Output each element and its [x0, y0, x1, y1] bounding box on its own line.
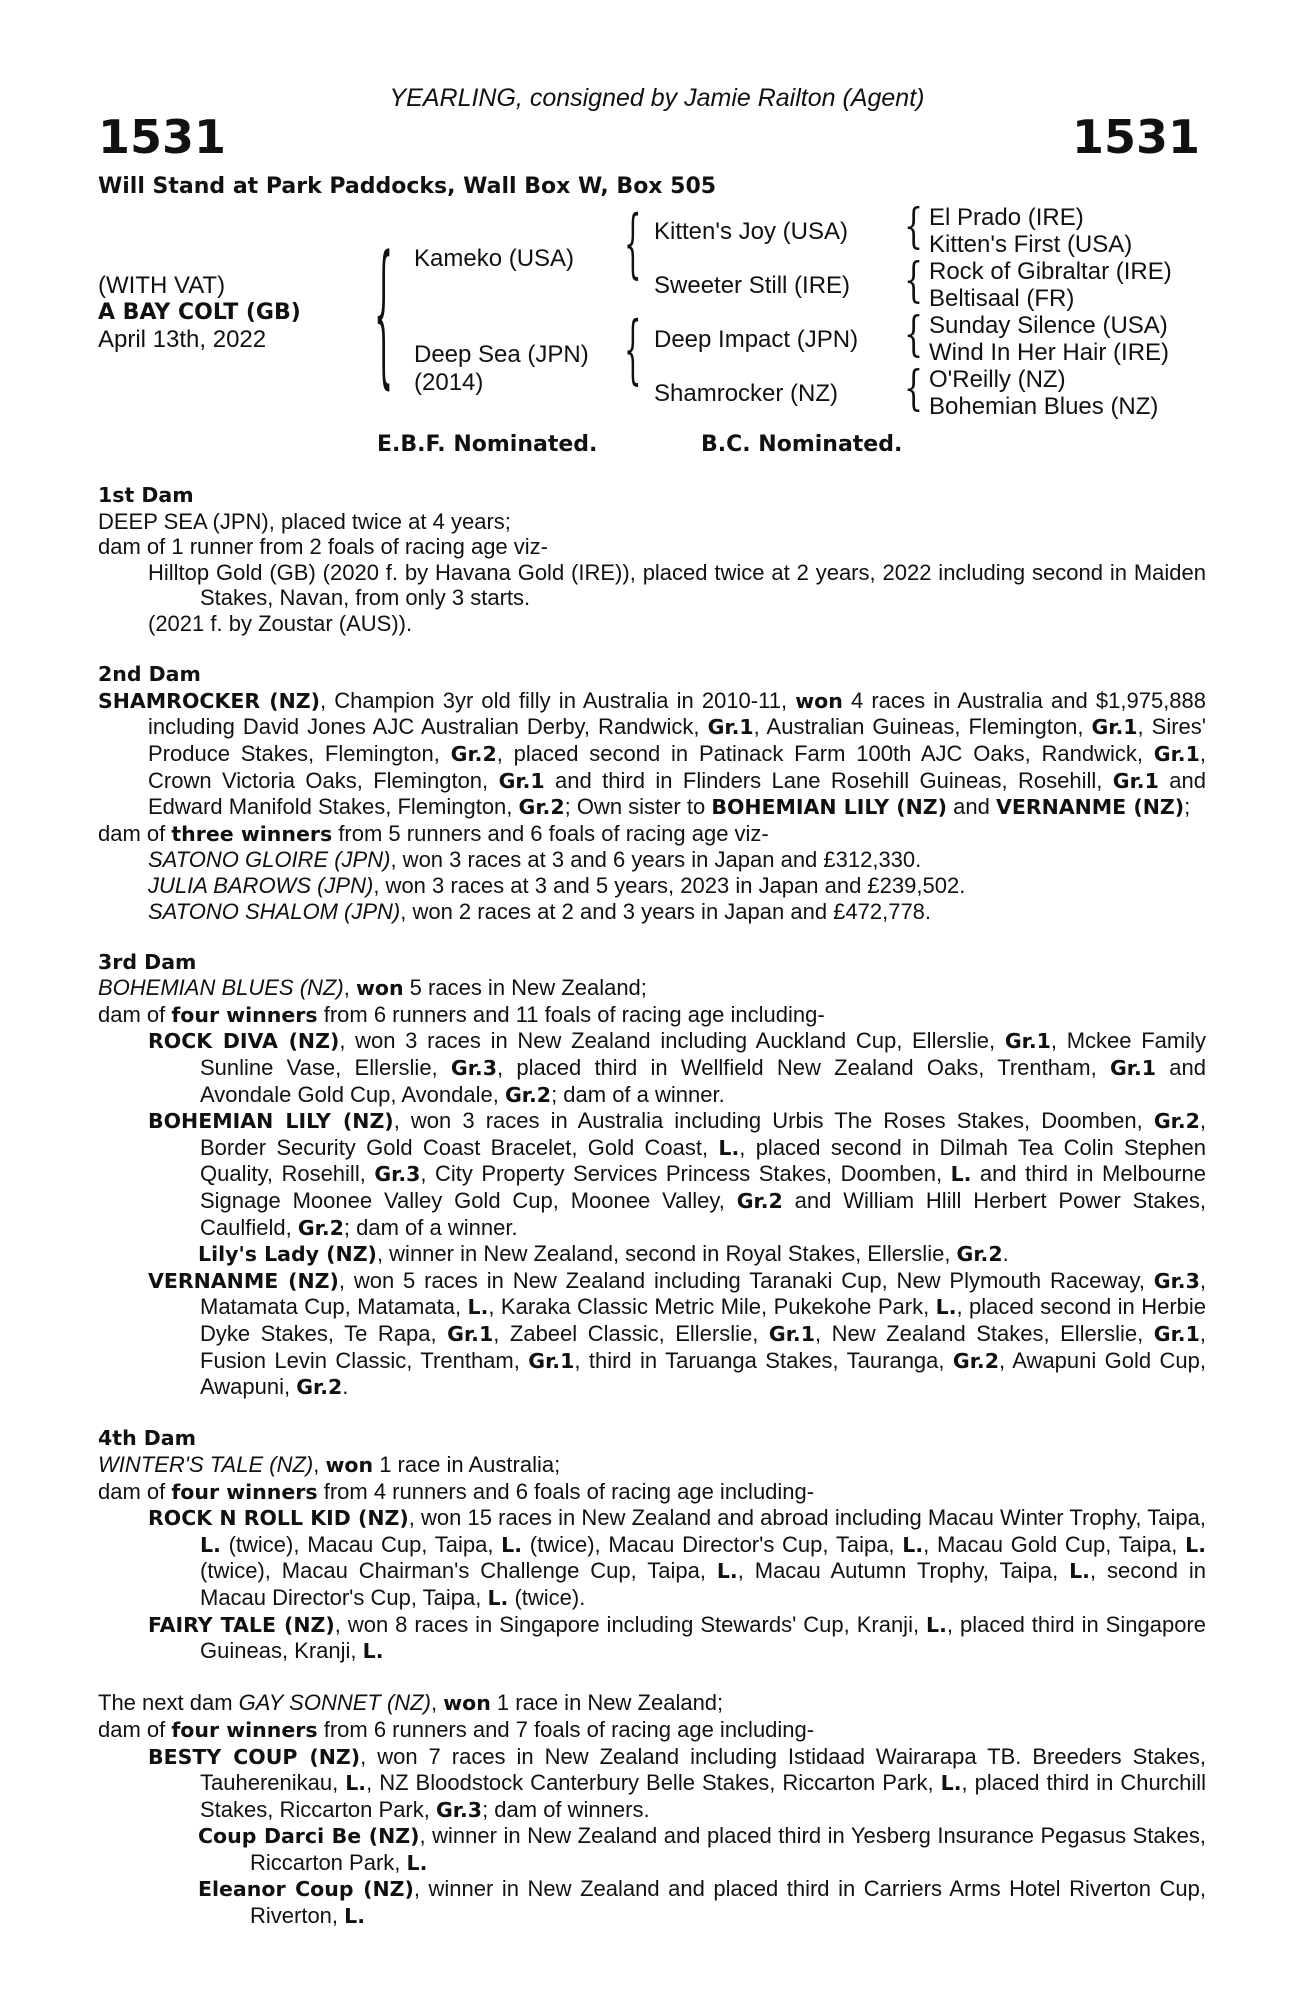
bold-text: won	[795, 688, 843, 713]
bold-text: Gr.2	[952, 1348, 999, 1373]
bold-text: L.	[487, 1585, 509, 1610]
text-run: 1 race in Australia;	[373, 1451, 561, 1477]
bold-text: L.	[718, 1135, 740, 1160]
text-run: The next dam	[98, 1690, 239, 1716]
text-run: .	[1002, 1241, 1009, 1267]
text-run: ,	[430, 1690, 444, 1716]
text-run: DEEP SEA (JPN), placed twice at 4 years;	[98, 508, 511, 534]
text-run: 5 races in New Zealand;	[403, 975, 647, 1001]
bold-text: L.	[940, 1771, 962, 1796]
bold-text: ROCK N ROLL KID (NZ)	[148, 1506, 409, 1531]
dam-entry	[98, 1452, 1206, 1479]
text-run: .	[342, 1374, 349, 1400]
pedigree-g3-8: Bohemian Blues (NZ)	[929, 393, 1159, 420]
bold-text: four winners	[171, 1479, 318, 1504]
italic-text: WINTER'S TALE (NZ)	[98, 1451, 314, 1477]
text-run: and third in Flinders Lane Rosehill Guineas, Rosehill,	[544, 767, 1113, 793]
text-run: , Mckee Family Sunline Vase, Ellerslie,	[200, 1028, 1206, 1081]
text-run: ; Own sister to	[564, 794, 712, 820]
bold-text: L.	[362, 1639, 384, 1664]
ebf-nomination: E.B.F. Nominated.	[377, 432, 598, 457]
dam-section	[98, 950, 1206, 1401]
bold-text: Gr.2	[504, 1082, 552, 1107]
pedigree-g3-5: Sunday Silence (USA)	[929, 312, 1168, 339]
bold-text: L.	[926, 1612, 947, 1637]
text-run: from 6 runners and 7 foals of racing age including-	[317, 1716, 815, 1742]
bold-text: Gr.1	[1004, 1029, 1051, 1054]
text-run: , placed third in Churchill Stakes, Riccarton Park,	[200, 1770, 1206, 1822]
text-run: , New Zealand Stakes, Ellerslie,	[814, 1321, 1154, 1346]
bold-text: Eleanor Coup (NZ)	[198, 1877, 414, 1902]
produce-entry	[98, 1108, 1206, 1241]
text-run: , City Property Services Princess Stakes, Doomben,	[420, 1161, 951, 1187]
text-run: , Border Security Gold Coast Bracelet, Gold Coast,	[200, 1108, 1207, 1160]
text-run: from 4 runners and 6 foals of racing age including-	[317, 1478, 815, 1504]
brace-sire-dam: {	[374, 223, 394, 404]
bold-text: VERNANME (NZ)	[995, 795, 1185, 820]
bold-text: Gr.3	[374, 1162, 421, 1187]
bold-text: Lily's Lady (NZ)	[198, 1242, 377, 1267]
bold-text: SHAMROCKER (NZ)	[98, 688, 321, 713]
text-run: and William Hlill Herbert Power Stakes, Caulfield,	[200, 1188, 1206, 1240]
text-run: , placed second in Dilmah Tea Colin Stephen Quality, Rosehill,	[200, 1134, 1207, 1187]
bold-text: Gr.3	[435, 1797, 483, 1822]
text-run: (twice).	[508, 1584, 586, 1610]
text-run: , won 3 races in New Zealand including Auckland Cup, Ellerslie,	[339, 1028, 1005, 1054]
text-run: dam of	[98, 1478, 172, 1504]
bold-text: Gr.1	[1153, 741, 1200, 766]
bold-text: BOHEMIAN LILY (NZ)	[711, 795, 948, 820]
pedigree-g3-4: Beltisaal (FR)	[929, 285, 1075, 312]
bold-text: Gr.2	[736, 1189, 783, 1214]
catalogue-page-body	[98, 483, 1206, 1955]
bc-nomination: B.C. Nominated.	[701, 432, 903, 457]
text-run: ; dam of a winner.	[343, 1214, 518, 1240]
bold-text: Gr.1	[707, 715, 754, 740]
text-run: and Edward Manifold Stakes, Flemington,	[148, 767, 1206, 820]
bold-text: Gr.2	[296, 1375, 343, 1400]
bold-text: L.	[935, 1295, 957, 1320]
bold-text: Gr.1	[447, 1322, 494, 1346]
pedigree-sire-dam: Sweeter Still (IRE)	[654, 272, 851, 299]
text-run: , won 3 races in Australia including Urbis The Roses Stakes, Doomben,	[393, 1108, 1154, 1134]
bold-text: L.	[950, 1162, 972, 1187]
bold-text: won	[325, 1452, 374, 1477]
text-run: , Matamata Cup, Matamata,	[200, 1267, 1206, 1320]
bold-text: BESTY COUP (NZ)	[148, 1744, 361, 1769]
bold-text: Gr.2	[1153, 1109, 1200, 1134]
dam-entry	[98, 1717, 1206, 1744]
pedigree-g3-1: El Prado (IRE)	[929, 204, 1084, 231]
text-run: dam of	[98, 1716, 172, 1742]
pedigree-g3-6: Wind In Her Hair (IRE)	[929, 339, 1170, 366]
text-run: , placed second in Herbie Dyke Stakes, Te Rapa,	[200, 1294, 1207, 1346]
text-run: ; dam of a winner.	[551, 1081, 725, 1107]
dam-entry	[98, 534, 1206, 560]
text-run: ; dam of winners.	[482, 1796, 650, 1822]
text-run: , won 7 races in New Zealand including Istidaad Wairarapa TB. Breeders Stakes, Tauherenikau,	[200, 1743, 1206, 1796]
pedigree-g3-2: Kitten's First (USA)	[929, 231, 1133, 258]
text-run: , winner in New Zealand and placed third in Carriers Arms Hotel Riverton Cup, Riverton,	[250, 1876, 1206, 1929]
horse-name: A BAY COLT (GB)	[98, 300, 301, 325]
produce-entry	[98, 1241, 1206, 1268]
bold-text: BOHEMIAN LILY (NZ)	[148, 1109, 394, 1134]
dam-section	[98, 1426, 1206, 1664]
brace-g3-2: {	[904, 252, 924, 308]
text-run: , second in Macau Director's Cup, Taipa,	[200, 1558, 1206, 1610]
bold-text: L.	[406, 1850, 428, 1875]
dam-entry	[98, 1002, 1206, 1029]
bold-text: four winners	[171, 1002, 318, 1027]
text-run: , won 2 races at 2 and 3 years in Japan and £472,778.	[400, 898, 932, 924]
produce-entry	[98, 1028, 1206, 1108]
bold-text: L.	[345, 1771, 367, 1796]
lot-number-left: 1531	[98, 110, 227, 164]
produce-entry	[98, 1505, 1206, 1611]
text-run: (twice), Macau Director's Cup, Taipa,	[522, 1531, 903, 1557]
text-run: from 6 runners and 11 foals of racing age including-	[317, 1001, 825, 1027]
brace-g3-3: {	[904, 306, 924, 362]
bold-text: Gr.1	[498, 768, 545, 793]
produce-entry	[98, 611, 1206, 637]
brace-g3-4: {	[904, 360, 924, 416]
dam-section	[98, 483, 1206, 637]
text-run: dam of	[98, 820, 172, 846]
produce-entry	[98, 560, 1206, 611]
text-run: , Crown Victoria Oaks, Flemington,	[148, 740, 1206, 793]
bold-text: L.	[1185, 1532, 1206, 1557]
text-run: , won 15 races in New Zealand and abroad including Macau Winter Trophy, Taipa,	[408, 1505, 1206, 1531]
text-run: , won 3 races at 3 and 6 years in Japan and £312,330.	[390, 847, 922, 873]
pedigree-g3-3: Rock of Gibraltar (IRE)	[929, 258, 1172, 285]
bold-text: Gr.3	[1153, 1268, 1200, 1293]
pedigree-dam: Deep Sea (JPN)	[414, 341, 589, 368]
bold-text: VERNANME (NZ)	[148, 1268, 339, 1293]
bold-text: L.	[344, 1904, 366, 1929]
bold-text: Gr.1	[1112, 768, 1159, 793]
produce-entry	[98, 1823, 1206, 1876]
dam-entry	[98, 509, 1206, 535]
bold-text: Gr.1	[1153, 1322, 1200, 1346]
bold-text: Gr.2	[518, 795, 565, 820]
bold-text: FAIRY TALE (NZ)	[148, 1612, 335, 1637]
bold-text: three winners	[171, 821, 333, 846]
text-run: , Awapuni Gold Cup, Awapuni,	[200, 1347, 1206, 1400]
text-run: and third in Melbourne Signage Moonee Valley Gold Cup, Moonee Valley,	[200, 1161, 1206, 1214]
bold-text: L.	[467, 1295, 489, 1320]
dam-entry	[98, 688, 1206, 821]
text-run: 4 races in Australia and $1,975,888 including David Jones AJC Australian Derby, Randwick,	[148, 687, 1206, 740]
foaling-date: April 13th, 2022	[98, 326, 267, 353]
italic-text: SATONO GLOIRE (JPN)	[148, 847, 391, 873]
text-run: , Fusion Levin Classic, Trentham,	[200, 1321, 1206, 1373]
bold-text: four winners	[171, 1717, 318, 1742]
pedigree-sire-sire: Kitten's Joy (USA)	[654, 218, 848, 245]
text-run: (2021 f. by Zoustar (AUS)).	[148, 610, 413, 636]
text-run: and	[947, 794, 996, 820]
brace-g3-1: {	[904, 198, 924, 254]
italic-text: BOHEMIAN BLUES (NZ)	[98, 975, 344, 1001]
dam-entry	[98, 821, 1206, 848]
bold-text: L.	[716, 1559, 738, 1584]
lot-number-right: 1531	[1071, 110, 1200, 164]
brace-dam-parents: {	[624, 306, 642, 393]
bold-text: Gr.1	[768, 1322, 815, 1346]
pedigree-g3-7: O'Reilly (NZ)	[929, 366, 1066, 393]
text-run: , won 3 races at 3 and 5 years, 2023 in Japan and £239,502.	[373, 872, 966, 898]
brace-sire-parents: {	[624, 200, 642, 287]
text-run: (twice), Macau Cup, Taipa,	[220, 1531, 502, 1557]
bold-text: Gr.1	[1109, 1056, 1157, 1081]
bold-text: L.	[902, 1532, 924, 1557]
text-run: , winner in New Zealand and placed third in Yesberg Insurance Pegasus Stakes, Riccarton Park,	[250, 1823, 1206, 1875]
text-run: , Macau Autumn Trophy, Taipa,	[737, 1558, 1070, 1584]
dam-heading: 3rd Dam	[98, 949, 197, 974]
text-run: , Zabeel Classic, Ellerslie,	[493, 1321, 769, 1346]
bold-text: Gr.2	[956, 1242, 1003, 1267]
dam-section	[98, 1690, 1206, 1929]
bold-text: won	[355, 976, 404, 1001]
text-run: dam of 1 runner from 2 foals of racing age viz-	[98, 534, 548, 560]
pedigree-sire: Kameko (USA)	[414, 245, 575, 272]
vat-note: (WITH VAT)	[98, 272, 226, 299]
text-run: , Champion 3yr old filly in Australia in 2010-11,	[320, 687, 796, 713]
produce-entry	[98, 899, 1206, 925]
text-run: from 5 runners and 6 foals of racing age viz-	[332, 820, 769, 846]
bold-text: Gr.1	[1091, 715, 1138, 740]
text-run: , third in Taruanga Stakes, Tauranga,	[574, 1347, 953, 1373]
text-run: ;	[1184, 794, 1191, 820]
dam-heading: 1st Dam	[98, 483, 194, 507]
text-run: dam of	[98, 1001, 172, 1027]
pedigree-dam-dam: Shamrocker (NZ)	[654, 380, 839, 407]
bold-text: ROCK DIVA (NZ)	[148, 1029, 340, 1054]
text-run: , winner in New Zealand, second in Royal Stakes, Ellerslie,	[376, 1241, 957, 1267]
bold-text: Gr.2	[297, 1215, 344, 1240]
bold-text: Gr.3	[450, 1056, 497, 1081]
bold-text: Gr.1	[528, 1348, 575, 1373]
produce-entry	[98, 1876, 1206, 1929]
text-run: , Karaka Classic Metric Mile, Pukekohe Park,	[488, 1294, 936, 1320]
text-run: , Sires' Produce Stakes, Flemington,	[148, 714, 1206, 766]
text-run: ,	[313, 1451, 326, 1477]
dam-heading: 4th Dam	[98, 1426, 197, 1451]
produce-entry	[98, 1612, 1206, 1665]
pedigree-dam-year: (2014)	[414, 369, 484, 396]
produce-entry	[98, 1744, 1206, 1824]
text-run: Hilltop Gold (GB) (2020 f. by Havana Gold (IRE)), placed twice at 2 years, 2022 including second in Maiden Stakes, Navan, from only 3 starts.	[148, 559, 1206, 611]
bold-text: L.	[501, 1532, 523, 1557]
bold-text: L.	[1069, 1559, 1090, 1584]
text-run: , placed second in Patinack Farm 100th AJC Oaks, Randwick,	[496, 740, 1154, 766]
produce-entry	[98, 873, 1206, 899]
text-run: , Macau Gold Cup, Taipa,	[923, 1531, 1186, 1557]
dam-entry	[98, 1479, 1206, 1506]
text-run: (twice), Macau Chairman's Challenge Cup, Taipa,	[200, 1558, 717, 1584]
bold-text: L.	[200, 1532, 221, 1557]
text-run: ,	[343, 975, 356, 1001]
text-run: and Avondale Gold Cup, Avondale,	[200, 1055, 1206, 1107]
italic-text: JULIA BAROWS (JPN)	[148, 872, 374, 898]
text-run: , Australian Guineas, Flemington,	[753, 714, 1092, 740]
bold-text: Coup Darci Be (NZ)	[198, 1824, 420, 1849]
text-run: , placed third in Wellfield New Zealand Oaks, Trentham,	[497, 1055, 1110, 1081]
pedigree-dam-sire: Deep Impact (JPN)	[654, 326, 859, 353]
dam-entry	[98, 1690, 1206, 1717]
bold-text: Gr.2	[450, 741, 497, 766]
text-run: 1 race in New Zealand;	[490, 1690, 724, 1716]
bold-text: won	[443, 1691, 491, 1716]
dam-heading: 2nd Dam	[98, 662, 201, 687]
text-run: , NZ Bloodstock Canterbury Belle Stakes, Riccarton Park,	[366, 1770, 941, 1796]
produce-entry	[98, 847, 1206, 873]
dam-entry	[98, 975, 1206, 1002]
dam-section	[98, 662, 1206, 924]
italic-text: SATONO SHALOM (JPN)	[148, 898, 401, 924]
stand-location: Will Stand at Park Paddocks, Wall Box W, Box 505	[98, 174, 717, 199]
text-run: , won 8 races in Singapore including Stewards' Cup, Kranji,	[334, 1611, 927, 1637]
consignor-line: YEARLING, consigned by Jamie Railton (Agent)	[389, 84, 925, 112]
italic-text: GAY SONNET (NZ)	[238, 1690, 431, 1716]
produce-entry	[98, 1268, 1206, 1401]
text-run: , won 5 races in New Zealand including Taranaki Cup, New Plymouth Raceway,	[338, 1267, 1154, 1293]
text-run: , placed third in Singapore Guineas, Kranji,	[200, 1611, 1206, 1664]
